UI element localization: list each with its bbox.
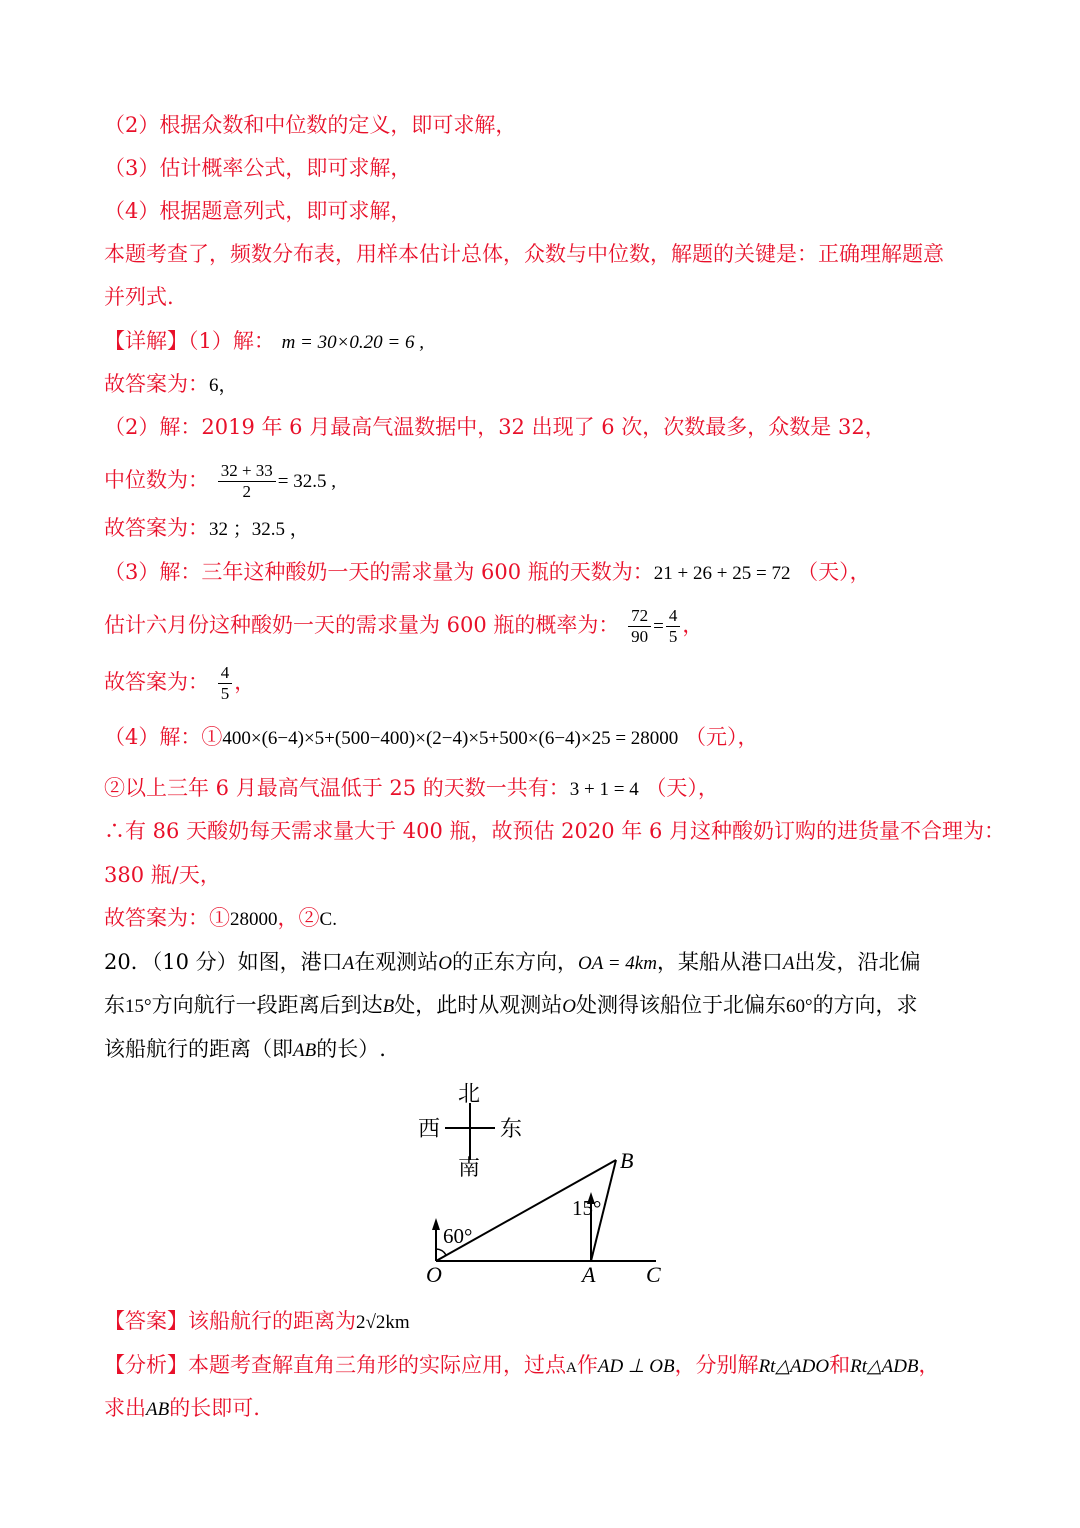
solution-line: ∴有 86 天酸奶每天需求量大于 400 瓶，故预估 2020 年 6 月这种酸奶订购的进货量不合理为： xyxy=(104,819,1006,843)
math-expression: m = 30×0.20 = 6 , xyxy=(281,332,424,353)
analysis-tag: 【分析】 xyxy=(104,1353,188,1377)
compass-east: 东 xyxy=(500,1116,523,1141)
detail-line: 【详解】（1）解： m = 30×0.20 = 6 , xyxy=(104,329,424,353)
solution-line: 并列式. xyxy=(104,285,174,309)
analysis-line2: 求出AB的长即可. xyxy=(104,1396,260,1420)
fraction: $\frac{4}{5}$ xyxy=(666,606,681,647)
answer-line: 故答案为：6， xyxy=(104,372,238,396)
answer-line: 故答案为：①28000，②C. xyxy=(104,906,337,930)
solution-line: （3）解：三年这种酸奶一天的需求量为 600 瓶的天数为：21 + 26 + 25 = 72 （天）， xyxy=(104,560,871,584)
solution-line: （3）估计概率公式，即可求解， xyxy=(104,156,412,180)
solution-line: 本题考查了，频数分布表，用样本估计总体，众数与中位数，解题的关键是：正确理解题意 xyxy=(104,242,944,266)
compass-north: 北 xyxy=(458,1081,481,1106)
compass-west: 西 xyxy=(418,1116,441,1141)
angle-15-label: 15° xyxy=(572,1196,602,1220)
solution-line: （4）根据题意列式，即可求解， xyxy=(104,199,412,223)
angle-60-label: 60° xyxy=(443,1224,473,1248)
answer-line: 故答案为： $\frac{4}{5}$ ， xyxy=(104,663,256,703)
question-20-line1: 20．（10 分）如图，港口A在观测站O的正东方向，OA = 4km，某船从港口A出发，沿北偏 xyxy=(104,950,921,974)
point-A: A xyxy=(582,1262,596,1287)
solution-line: 380 瓶/天， xyxy=(104,863,221,887)
detail-tag: 【详解】 xyxy=(104,329,188,353)
question-20-line3: 该船航行的距离（即AB的长）. xyxy=(104,1037,386,1061)
probability-line: 估计六月份这种酸奶一天的需求量为 600 瓶的概率为： $\frac{72}{90}$ = $\frac{4}{5}$ ， xyxy=(104,606,704,646)
solution-line: （2）解：2019 年 6 月最高气温数据中，32 出现了 6 次，次数最多，众数是 32， xyxy=(104,415,886,439)
fraction: $\frac{4}{5}$ xyxy=(218,663,233,704)
geometry-figure xyxy=(400,1075,700,1295)
solution-line: （4）解：①400×(6−4)×5+(500−400)×(2−4)×5+500×(6−4)×25 = 28000 （元）， xyxy=(104,725,759,749)
answer-line: 故答案为：32 ；32.5 ， xyxy=(104,516,309,540)
median-line: 中位数为： $\frac{32 + 33}{2}$ = 32.5 , xyxy=(104,461,336,501)
fraction: $\frac{32 + 33}{2}$ xyxy=(218,461,276,502)
analysis-section: 【分析】本题考查解直角三角形的实际应用，过点A作AD ⊥ OB，分别解Rt△ADO和Rt△ADB， xyxy=(104,1353,940,1377)
point-B: B xyxy=(620,1148,634,1173)
fraction: $\frac{72}{90}$ xyxy=(628,606,651,647)
solution-line: ②以上三年 6 月最高气温低于 25 的天数一共有：3 + 1 = 4 （天）， xyxy=(104,776,719,800)
compass-south: 南 xyxy=(458,1155,481,1180)
answer-section: 【答案】该船航行的距离为2√2km xyxy=(104,1309,410,1333)
answer-tag: 【答案】 xyxy=(104,1309,188,1333)
point-C: C xyxy=(646,1262,661,1287)
solution-line: （2）根据众数和中位数的定义，即可求解， xyxy=(104,113,517,137)
question-20-line2: 东15°方向航行一段距离后到达B处，此时从观测站O处测得该船位于北偏东60°的方向，求 xyxy=(104,993,918,1017)
point-O: O xyxy=(426,1262,442,1287)
